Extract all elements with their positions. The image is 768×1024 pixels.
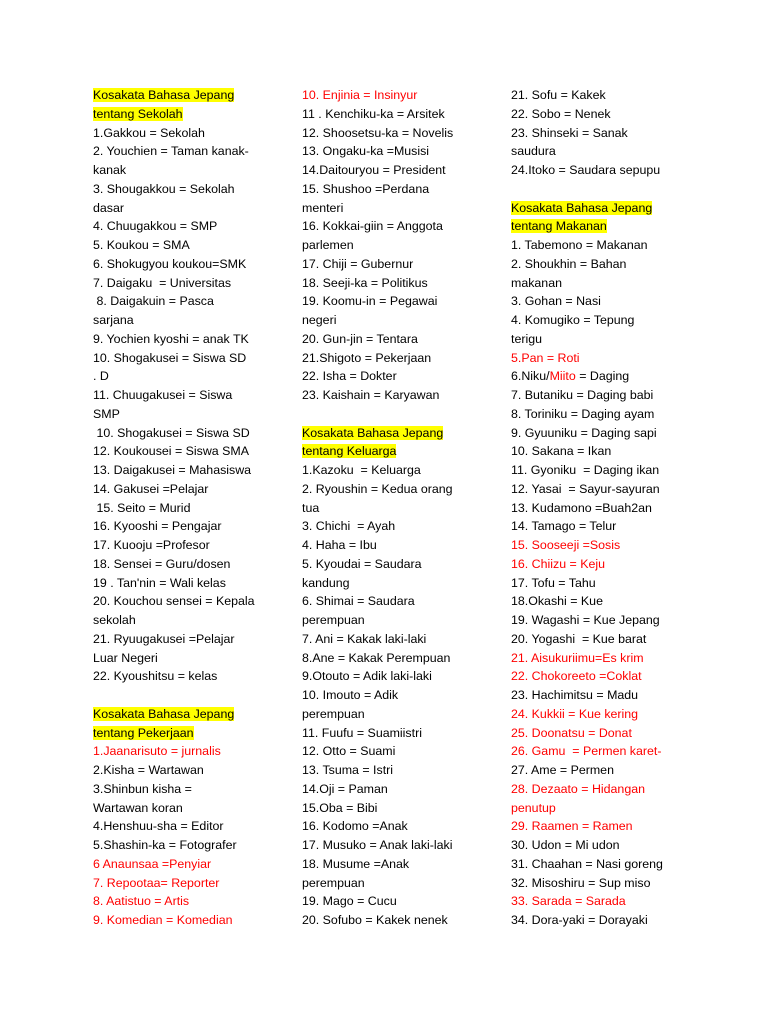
column-2 — [302, 86, 482, 930]
vocab-text: 8. Aatistuo = Artis — [93, 894, 190, 909]
vocab-line — [93, 742, 273, 761]
vocab-line — [93, 442, 273, 461]
vocab-text: . D — [93, 369, 109, 384]
vocab-text: 18.Okashi = Kue — [511, 594, 603, 609]
section-heading-text: tentang Keluarga — [302, 444, 397, 459]
vocab-text: 22. Isha = Dokter — [302, 369, 397, 384]
vocab-line — [302, 124, 482, 143]
vocab-text: perempuan — [302, 706, 365, 721]
vocab-line — [511, 86, 681, 105]
vocab-text: 1. Tabemono = Makanan — [511, 238, 648, 252]
column-1 — [93, 86, 273, 930]
vocab-text: 17. Musuko = Anak laki-laki — [302, 838, 453, 852]
vocab-line — [511, 611, 681, 630]
vocab-text: kanak — [93, 163, 127, 177]
vocab-text: 18. Sensei = Guru/dosen — [93, 556, 231, 571]
vocab-line — [511, 817, 681, 836]
vocab-text: 8.Ane = Kakak Perempuan — [302, 650, 451, 665]
vocab-line — [511, 780, 681, 799]
vocab-line — [93, 874, 273, 893]
vocab-line — [93, 817, 273, 836]
vocab-line — [511, 349, 681, 368]
vocab-text: 1.Jaanarisuto = jurnalis — [93, 744, 221, 759]
vocab-line — [302, 217, 482, 236]
vocab-text: 3. Shougakkou = Sekolah — [93, 181, 235, 196]
vocab-line — [302, 199, 482, 218]
vocab-text: 10. Shogakusei = Siswa SD — [93, 350, 247, 365]
vocab-text: perempuan — [302, 613, 365, 627]
vocab-line — [93, 686, 273, 705]
vocab-line — [511, 574, 681, 593]
vocab-line — [93, 386, 273, 405]
section-heading-line — [93, 86, 273, 105]
vocab-line — [302, 574, 482, 593]
vocab-line — [511, 892, 681, 911]
vocab-line — [302, 180, 482, 199]
vocab-text: 31. Chaahan = Nasi goreng — [511, 856, 663, 871]
vocab-line — [93, 667, 273, 686]
vocab-text: Luar Negeri — [93, 650, 158, 665]
vocab-text: 22. Chokoreeto =Coklat — [511, 669, 642, 684]
vocab-text: 19. Wagashi = Kue Jepang — [511, 613, 660, 627]
vocab-text: 23. Shinseki = Sanak — [511, 125, 628, 140]
vocab-text: 28. Dezaato = Hidangan — [511, 781, 645, 796]
vocab-text: 14. Tamago = Telur — [511, 519, 617, 534]
vocab-line — [511, 686, 681, 705]
vocab-line — [302, 799, 482, 818]
vocab-text-red-part: Miito — [549, 369, 576, 384]
vocab-line — [93, 649, 273, 668]
vocab-text: 15. Sooseeji =Sosis — [511, 538, 621, 552]
vocab-line — [302, 142, 482, 161]
vocab-line — [93, 217, 273, 236]
vocab-line — [93, 555, 273, 574]
vocab-line — [302, 349, 482, 368]
vocab-text: 20. Yogashi = Kue barat — [511, 631, 647, 646]
vocab-line — [302, 330, 482, 349]
vocab-line — [302, 686, 482, 705]
vocab-text: 13. Kudamono =Buah2an — [511, 500, 652, 515]
vocab-line — [93, 780, 273, 799]
vocab-line — [511, 161, 681, 180]
vocab-text: perempuan — [302, 875, 365, 890]
vocab-text: 11 . Kenchiku-ka = Arsitek — [302, 106, 445, 121]
vocab-line — [511, 424, 681, 443]
vocab-line — [93, 855, 273, 874]
vocab-line — [93, 461, 273, 480]
vocab-line — [302, 592, 482, 611]
vocab-line — [302, 780, 482, 799]
vocab-text: 13. Tsuma = Istri — [302, 763, 394, 777]
vocab-text: 8. Toriniku = Daging ayam — [511, 406, 655, 421]
vocab-line — [511, 442, 681, 461]
vocab-text: 13. Daigakusei = Mahasiswa — [93, 463, 252, 477]
vocab-text: 14.Daitouryou = President — [302, 163, 446, 177]
vocab-text: dasar — [93, 200, 124, 215]
vocab-text: 22. Kyoushitsu = kelas — [93, 669, 218, 684]
vocab-line — [511, 536, 681, 555]
vocab-line — [511, 855, 681, 874]
vocab-line — [511, 799, 681, 818]
section-heading-line — [93, 105, 273, 124]
vocab-line — [302, 649, 482, 668]
vocab-text: 2. Shoukhin = Bahan — [511, 256, 627, 271]
vocab-text: 17. Chiji = Gubernur — [302, 256, 414, 271]
vocab-text: 16. Chiizu = Keju — [511, 556, 606, 571]
vocab-line — [93, 161, 273, 180]
vocab-line — [511, 911, 681, 930]
vocab-text: 34. Dora-yaki = Dorayaki — [511, 913, 648, 927]
vocab-line — [93, 499, 273, 518]
vocab-line — [302, 461, 482, 480]
vocab-text: 20. Kouchou sensei = Kepala — [93, 594, 255, 609]
vocab-line — [511, 386, 681, 405]
vocab-line — [511, 836, 681, 855]
vocab-line — [511, 367, 681, 386]
vocab-text: kandung — [302, 575, 350, 590]
vocab-text: 18. Seeji-ka = Politikus — [302, 275, 428, 290]
vocab-line — [511, 480, 681, 499]
vocab-text: saudura — [511, 144, 556, 159]
vocab-line — [302, 161, 482, 180]
vocab-text: 10. Shogakusei = Siswa SD — [93, 425, 250, 440]
vocab-text: 6 Anaunsaa =Penyiar — [93, 856, 212, 871]
section-heading-text: Kosakata Bahasa Jepang — [302, 425, 444, 440]
vocab-line — [93, 761, 273, 780]
vocab-line — [93, 480, 273, 499]
vocab-text: 20. Gun-jin = Tentara — [302, 331, 418, 346]
vocab-line — [511, 592, 681, 611]
vocab-line — [93, 292, 273, 311]
vocab-line — [93, 405, 273, 424]
vocab-line — [93, 630, 273, 649]
vocab-line — [302, 367, 482, 386]
vocab-line — [93, 255, 273, 274]
vocab-line — [93, 799, 273, 818]
vocab-line — [511, 461, 681, 480]
vocab-text: 9. Yochien kyoshi = anak TK — [93, 331, 249, 346]
vocab-text: 10. Enjinia = Insinyur — [302, 88, 418, 102]
vocab-line — [93, 517, 273, 536]
vocab-line — [302, 292, 482, 311]
vocab-line — [302, 499, 482, 518]
vocab-line — [511, 274, 681, 293]
vocab-text: 21. Aisukuriimu=Es krim — [511, 650, 644, 665]
vocab-text: 12. Shoosetsu-ka = Novelis — [302, 125, 454, 140]
vocab-text: 19 . Tan'nin = Wali kelas — [93, 575, 226, 590]
vocab-line — [511, 405, 681, 424]
vocab-line — [302, 86, 482, 105]
vocab-line — [302, 480, 482, 499]
vocab-text: 16. Kodomo =Anak — [302, 819, 408, 834]
vocab-line — [302, 761, 482, 780]
vocab-text: 19. Koomu-in = Pegawai — [302, 294, 438, 309]
section-heading-line — [93, 705, 273, 724]
vocab-text: 18. Musume =Anak — [302, 856, 410, 871]
vocab-text: 11. Gyoniku = Daging ikan — [511, 463, 660, 477]
vocab-text: tua — [302, 500, 320, 515]
vocab-text: 2. Ryoushin = Kedua orang — [302, 481, 453, 496]
vocab-line — [511, 142, 681, 161]
vocab-text: 4. Haha = Ibu — [302, 538, 377, 552]
vocab-text: 16. Kokkai-giin = Anggota — [302, 219, 443, 234]
vocab-text: 24.Itoko = Saudara sepupu — [511, 163, 661, 177]
vocab-line — [93, 330, 273, 349]
vocab-text: 5. Koukou = SMA — [93, 238, 190, 252]
vocab-line — [302, 742, 482, 761]
vocab-text: penutup — [511, 800, 556, 815]
vocab-line — [511, 667, 681, 686]
vocab-line — [511, 630, 681, 649]
vocab-line — [511, 180, 681, 199]
section-heading-text: tentang Makanan — [511, 219, 607, 234]
vocab-text: 5.Shashin-ka = Fotografer — [93, 838, 237, 852]
vocab-line — [93, 311, 273, 330]
vocab-line — [511, 236, 681, 255]
section-heading-line — [93, 724, 273, 743]
vocab-line — [93, 142, 273, 161]
vocab-text: 10. Sakana = Ikan — [511, 444, 612, 459]
vocab-line — [302, 892, 482, 911]
vocab-text: SMP — [93, 406, 120, 421]
vocab-line — [302, 536, 482, 555]
vocab-text: 12. Koukousei = Siswa SMA — [93, 444, 249, 459]
vocab-line — [93, 911, 273, 930]
vocab-text: 13. Ongaku-ka =Musisi — [302, 144, 430, 159]
vocab-text: 21.Shigoto = Pekerjaan — [302, 350, 432, 365]
vocab-text: 33. Sarada = Sarada — [511, 894, 626, 909]
vocab-line — [302, 105, 482, 124]
vocab-line — [93, 836, 273, 855]
vocab-line — [93, 592, 273, 611]
vocab-text: 24. Kukkii = Kue kering — [511, 706, 639, 721]
vocab-line — [93, 424, 273, 443]
section-heading-text: Kosakata Bahasa Jepang — [93, 88, 235, 102]
vocab-text: 4.Henshuu-sha = Editor — [93, 819, 224, 834]
vocab-text: 21. Ryuugakusei =Pelajar — [93, 631, 235, 646]
vocab-text: 1.Gakkou = Sekolah — [93, 125, 205, 140]
vocab-line — [93, 236, 273, 255]
vocab-text: parlemen — [302, 238, 354, 252]
vocab-line — [302, 274, 482, 293]
vocab-text: 15. Shushoo =Perdana — [302, 181, 430, 196]
vocab-text: 12. Yasai = Sayur-sayuran — [511, 481, 660, 496]
vocab-text: 6. Shokugyou koukou=SMK — [93, 256, 247, 271]
section-heading-text: tentang Pekerjaan — [93, 725, 194, 740]
vocab-line — [302, 517, 482, 536]
vocab-text: 32. Misoshiru = Sup miso — [511, 875, 651, 890]
vocab-line — [511, 292, 681, 311]
vocab-line — [511, 499, 681, 518]
vocab-line — [93, 124, 273, 143]
vocab-text: 19. Mago = Cucu — [302, 894, 397, 909]
vocab-line — [302, 874, 482, 893]
vocab-text: Wartawan koran — [93, 800, 183, 815]
vocab-text: 26. Gamu = Permen karet- — [511, 744, 662, 759]
vocab-line — [302, 386, 482, 405]
vocab-text: 20. Sofubo = Kakek nenek — [302, 913, 448, 927]
vocab-line — [93, 199, 273, 218]
vocab-line — [302, 236, 482, 255]
vocab-text: 8. Daigakuin = Pasca — [93, 294, 214, 309]
vocab-line — [93, 349, 273, 368]
section-heading-line — [302, 424, 482, 443]
vocab-text: negeri — [302, 313, 337, 327]
vocab-text: 7. Daigaku = Universitas — [93, 275, 232, 290]
vocab-line — [302, 311, 482, 330]
vocab-text: 17. Kuooju =Profesor — [93, 538, 210, 552]
vocab-text: 25. Doonatsu = Donat — [511, 725, 632, 740]
section-heading-text: Kosakata Bahasa Jepang — [511, 200, 653, 215]
vocab-text: 15.Oba = Bibi — [302, 800, 378, 815]
vocab-line — [93, 892, 273, 911]
vocab-line — [302, 255, 482, 274]
vocab-line — [302, 630, 482, 649]
vocab-line — [511, 724, 681, 743]
vocab-text: 16. Kyooshi = Pengajar — [93, 519, 222, 534]
vocab-text: 6.Niku/ — [511, 369, 550, 384]
vocab-text: 22. Sobo = Nenek — [511, 106, 611, 121]
vocab-line — [511, 124, 681, 143]
vocab-text: 14. Gakusei =Pelajar — [93, 481, 209, 496]
vocab-line — [511, 649, 681, 668]
section-heading-line — [302, 442, 482, 461]
vocab-line — [302, 555, 482, 574]
vocab-text: 9.Otouto = Adik laki-laki — [302, 669, 432, 684]
vocab-text: 15. Seito = Murid — [93, 500, 191, 515]
vocab-line — [302, 817, 482, 836]
vocab-line — [302, 405, 482, 424]
vocab-text: 12. Otto = Suami — [302, 744, 396, 759]
vocab-text: 23. Kaishain = Karyawan — [302, 388, 440, 402]
vocab-text: 23. Hachimitsu = Madu — [511, 688, 639, 702]
vocab-text: 7. Butaniku = Daging babi — [511, 388, 654, 402]
vocab-text: 9. Gyuuniku = Daging sapi — [511, 425, 657, 440]
vocab-text: makanan — [511, 275, 562, 290]
vocab-text: 30. Udon = Mi udon — [511, 838, 620, 852]
vocab-text: 1.Kazoku = Keluarga — [302, 463, 421, 477]
vocab-line — [93, 536, 273, 555]
vocab-line — [93, 274, 273, 293]
vocab-text: 4. Chuugakkou = SMP — [93, 219, 218, 234]
vocab-line — [302, 667, 482, 686]
vocab-text: sekolah — [93, 613, 136, 627]
vocab-line — [93, 611, 273, 630]
vocab-line — [511, 555, 681, 574]
vocab-line — [511, 874, 681, 893]
vocab-text: 5.Pan = Roti — [511, 350, 580, 365]
vocab-line — [93, 574, 273, 593]
vocab-line — [302, 911, 482, 930]
column-3 — [511, 86, 681, 930]
vocab-text: 3. Gohan = Nasi — [511, 294, 601, 309]
vocab-text: 6. Shimai = Saudara — [302, 594, 415, 609]
section-heading-line — [511, 217, 681, 236]
section-heading-text: Kosakata Bahasa Jepang — [93, 706, 235, 721]
vocab-text: 21. Sofu = Kakek — [511, 88, 606, 102]
vocab-line — [302, 724, 482, 743]
vocab-text: 2.Kisha = Wartawan — [93, 763, 204, 777]
vocab-line — [511, 705, 681, 724]
vocab-text: 5. Kyoudai = Saudara — [302, 556, 422, 571]
section-heading-text: tentang Sekolah — [93, 106, 183, 121]
vocab-line — [511, 255, 681, 274]
vocab-line — [511, 761, 681, 780]
vocab-line — [93, 367, 273, 386]
vocab-line — [511, 330, 681, 349]
vocab-text: 27. Ame = Permen — [511, 763, 614, 777]
vocab-line — [511, 311, 681, 330]
vocab-line — [302, 611, 482, 630]
vocab-line — [511, 742, 681, 761]
vocab-text: 9. Komedian = Komedian — [93, 913, 233, 927]
vocab-text: 29. Raamen = Ramen — [511, 819, 633, 834]
vocab-text: 3. Chichi = Ayah — [302, 519, 396, 534]
vocab-text: 7. Ani = Kakak laki-laki — [302, 631, 427, 646]
section-heading-line — [511, 199, 681, 218]
vocab-line — [511, 105, 681, 124]
vocab-line — [93, 180, 273, 199]
vocab-text-after: = Daging — [575, 369, 630, 384]
vocab-line — [302, 836, 482, 855]
vocab-text: terigu — [511, 331, 542, 346]
vocab-text: 4. Komugiko = Tepung — [511, 313, 635, 327]
vocab-text: 11. Fuufu = Suamiistri — [302, 725, 422, 740]
vocab-text: 2. Youchien = Taman kanak- — [93, 144, 249, 159]
vocab-line — [302, 855, 482, 874]
vocab-text: menteri — [302, 200, 344, 215]
vocab-text: 17. Tofu = Tahu — [511, 575, 596, 590]
vocab-text: 10. Imouto = Adik — [302, 688, 399, 702]
vocab-text: sarjana — [93, 313, 134, 327]
vocab-text: 11. Chuugakusei = Siswa — [93, 388, 233, 402]
vocab-text: 7. Repootaa= Reporter — [93, 875, 220, 890]
vocab-line — [302, 705, 482, 724]
vocab-text: 14.Oji = Paman — [302, 781, 388, 796]
vocab-text: 3.Shinbun kisha = — [93, 781, 192, 796]
vocab-line — [511, 517, 681, 536]
